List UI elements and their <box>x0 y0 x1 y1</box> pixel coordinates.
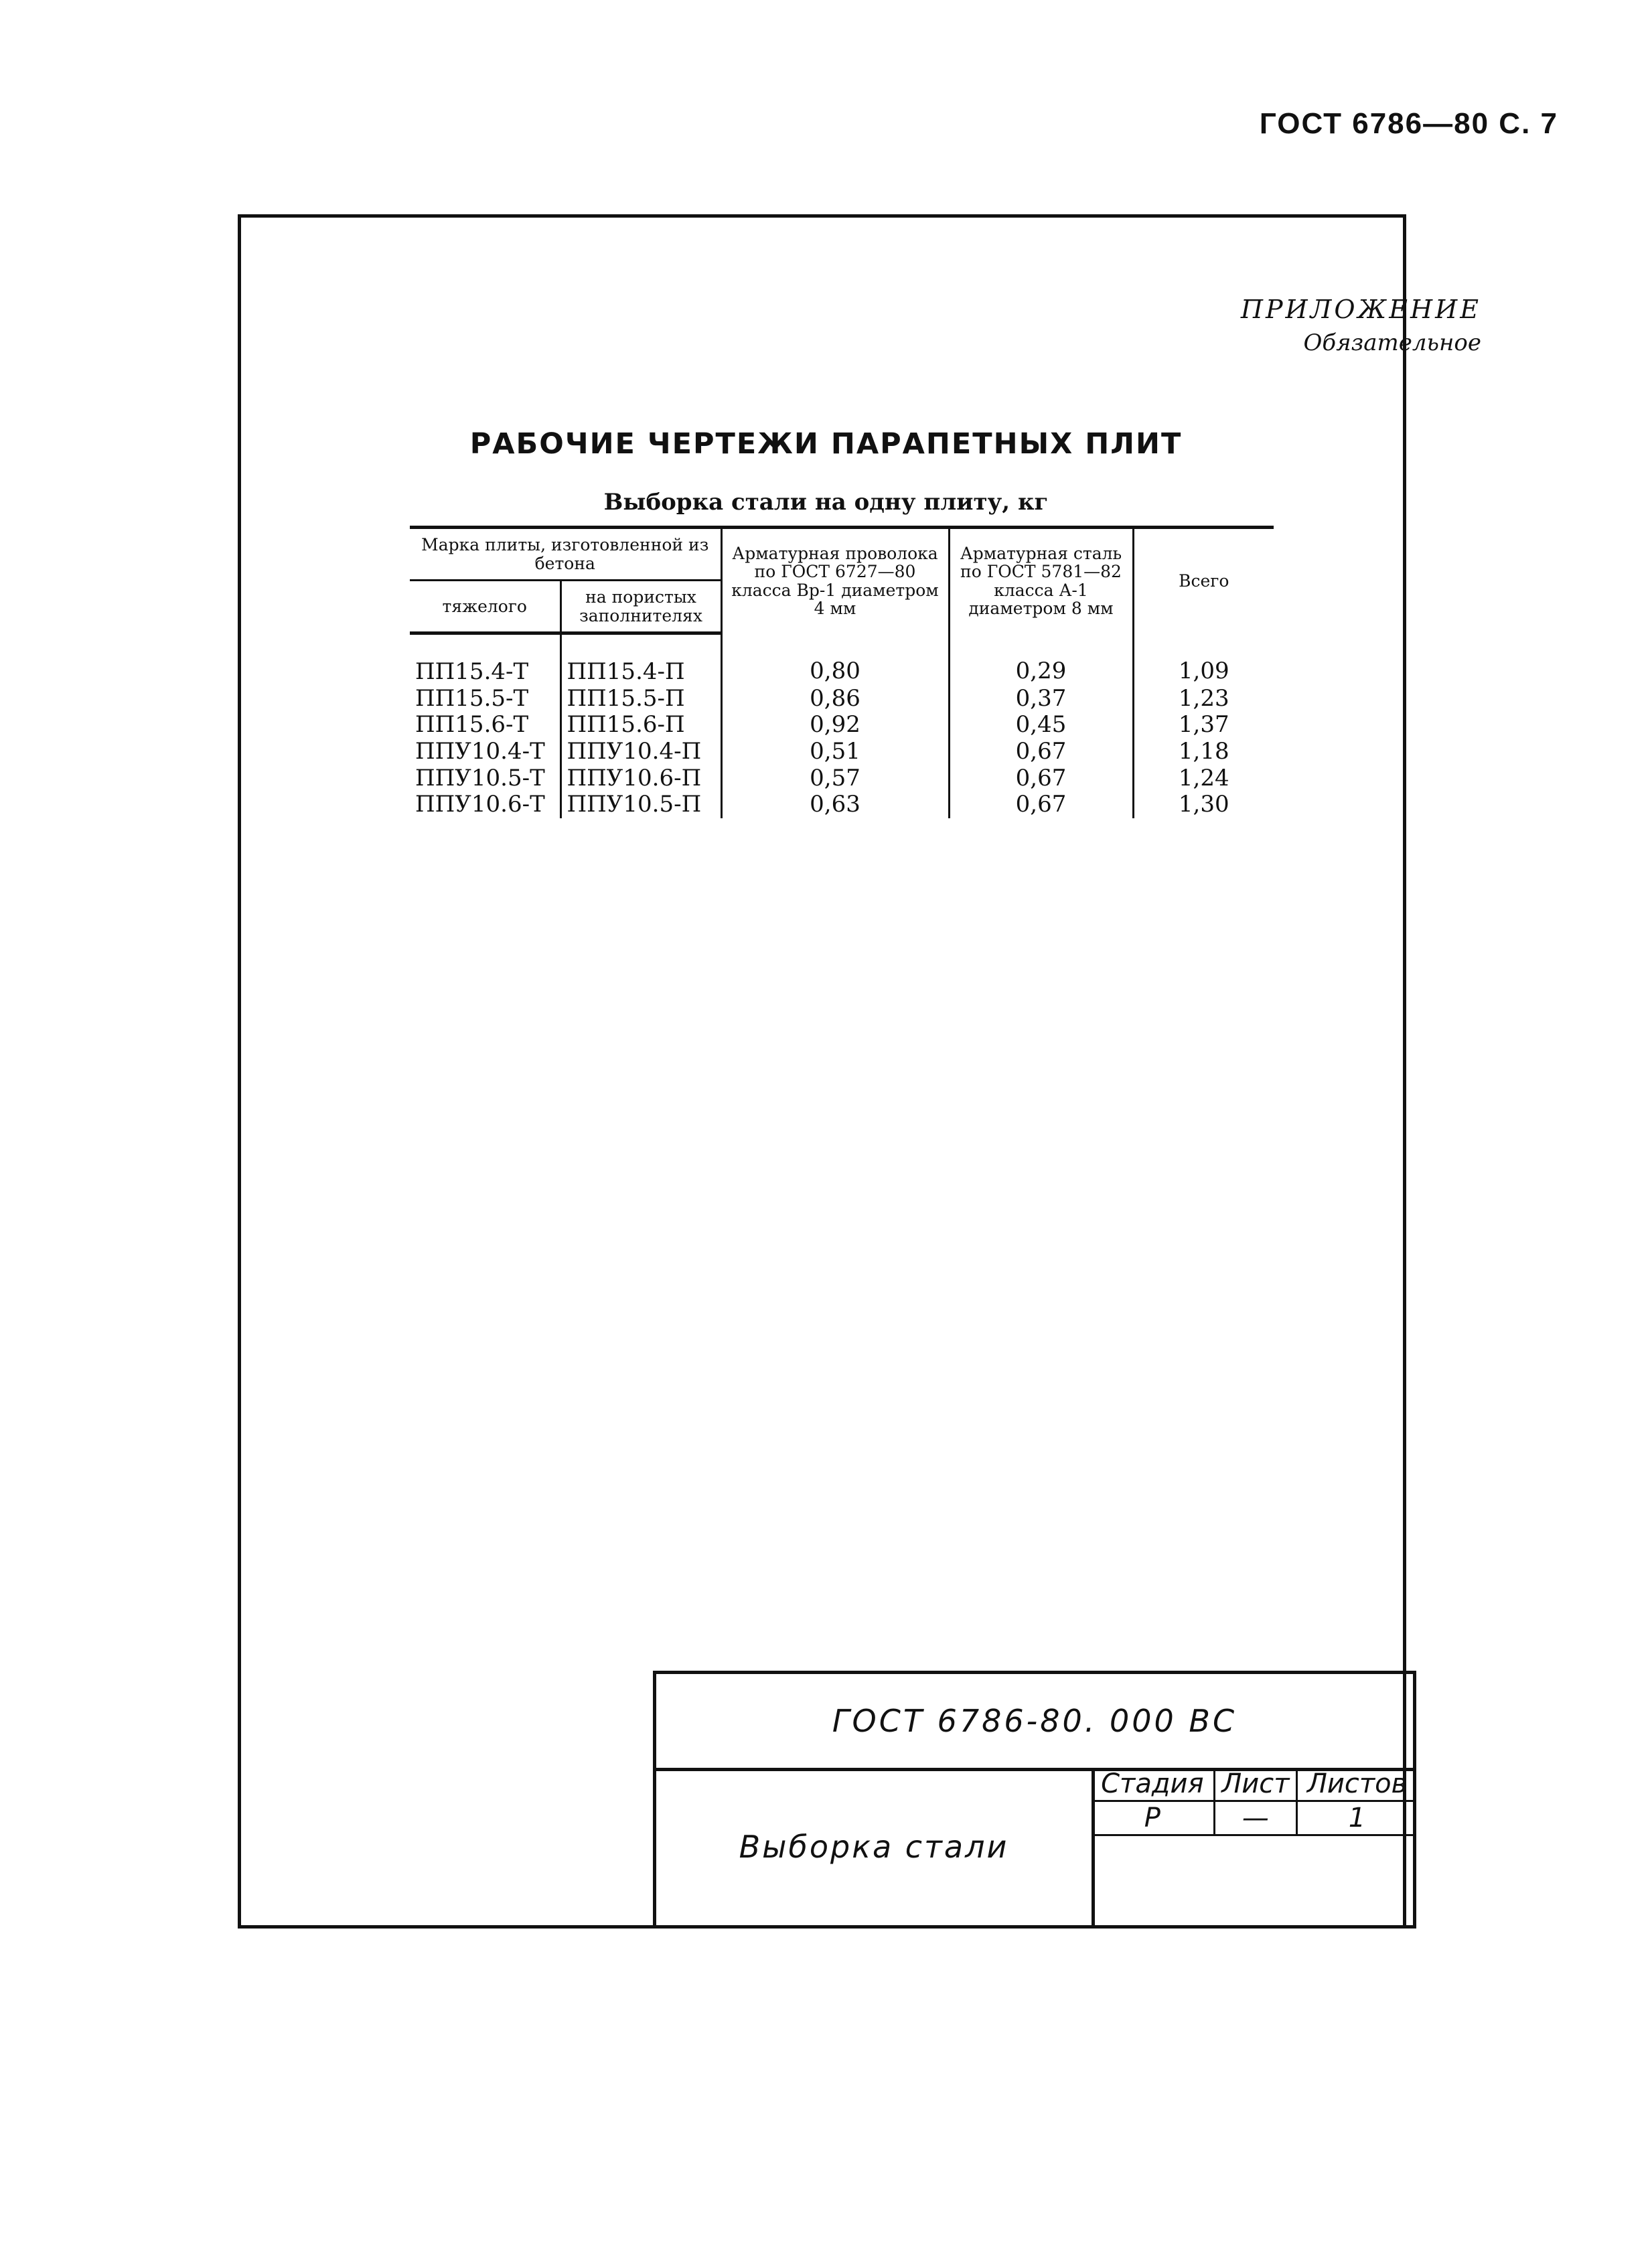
appendix-block <box>1241 295 1481 356</box>
cell-total: 1,24 <box>1133 765 1274 792</box>
cell-porous: ППУ10.5-П <box>560 791 721 818</box>
cell-wire: 0,92 <box>721 712 949 739</box>
steel-table <box>410 526 1274 818</box>
header-total: Всего <box>1133 528 1274 633</box>
cell-porous: ППУ10.4-П <box>560 739 721 765</box>
cell-porous: ПП15.4-П <box>560 633 721 686</box>
sheets-value: 1 <box>1297 1801 1416 1835</box>
cell-porous: ПП15.5-П <box>560 686 721 712</box>
sheets-label: Листов <box>1297 1768 1416 1801</box>
table-row <box>410 633 1274 686</box>
cell-wire: 0,51 <box>721 739 949 765</box>
table-row <box>410 765 1274 792</box>
title-block-designation: ГОСТ 6786-80. 000 ВС <box>656 1674 1413 1771</box>
cell-steel: 0,67 <box>949 791 1133 818</box>
title-block <box>653 1671 1416 1929</box>
cell-steel: 0,45 <box>949 712 1133 739</box>
header-mark-group: Марка плиты, изготовленной из бетона <box>410 528 721 581</box>
title-block-meta <box>1092 1768 1416 1836</box>
cell-total: 1,09 <box>1133 633 1274 686</box>
cell-wire: 0,86 <box>721 686 949 712</box>
cell-total: 1,18 <box>1133 739 1274 765</box>
cell-heavy: ПП15.4-Т <box>415 658 529 685</box>
table-caption: Выборка стали на одну плиту, кг <box>603 489 1049 516</box>
cell-wire: 0,57 <box>721 765 949 792</box>
cell-heavy: ППУ10.6-Т <box>415 791 545 818</box>
cell-porous: ПП15.6-П <box>560 712 721 739</box>
appendix-label: ПРИЛОЖЕНИЕ <box>1240 295 1481 324</box>
header-mark-heavy: тяжелого <box>410 581 560 633</box>
stage-value: Р <box>1092 1801 1214 1835</box>
header-steel: Арматурная сталь по ГОСТ 5781—82 класса А-1 диаметром 8 мм <box>949 528 1133 633</box>
table-row <box>410 739 1274 765</box>
cell-steel: 0,37 <box>949 686 1133 712</box>
cell-wire: 0,80 <box>721 633 949 686</box>
cell-steel: 0,67 <box>949 765 1133 792</box>
cell-heavy: ППУ10.5-Т <box>415 764 545 791</box>
sheet-value: — <box>1214 1801 1296 1835</box>
header-wire: Арматурная проволока по ГОСТ 6727—80 класса Вр-1 диаметром 4 мм <box>721 528 949 633</box>
header-mark-porous: на пористых заполнителях <box>560 581 721 633</box>
cell-total: 1,30 <box>1133 791 1274 818</box>
table-row <box>410 791 1274 818</box>
cell-wire: 0,63 <box>721 791 949 818</box>
table-row <box>410 686 1274 712</box>
page-header: ГОСТ 6786—80 С. 7 <box>1259 107 1558 140</box>
cell-total: 1,23 <box>1133 686 1274 712</box>
cell-steel: 0,67 <box>949 739 1133 765</box>
cell-heavy: ПП15.5-Т <box>415 684 529 712</box>
stage-label: Стадия <box>1092 1768 1214 1801</box>
cell-total: 1,37 <box>1133 712 1274 739</box>
title-block-name: Выборка стали <box>656 1768 1095 1925</box>
cell-heavy: ПП15.6-Т <box>415 711 529 739</box>
table-row <box>410 712 1274 739</box>
appendix-status: Обязательное <box>1303 329 1481 356</box>
cell-porous: ППУ10.6-П <box>560 765 721 792</box>
cell-steel: 0,29 <box>949 633 1133 686</box>
sheet-label: Лист <box>1214 1768 1296 1801</box>
document-title: РАБОЧИЕ ЧЕРТЕЖИ ПАРАПЕТНЫХ ПЛИТ <box>469 427 1183 461</box>
cell-heavy: ППУ10.4-Т <box>415 738 545 765</box>
